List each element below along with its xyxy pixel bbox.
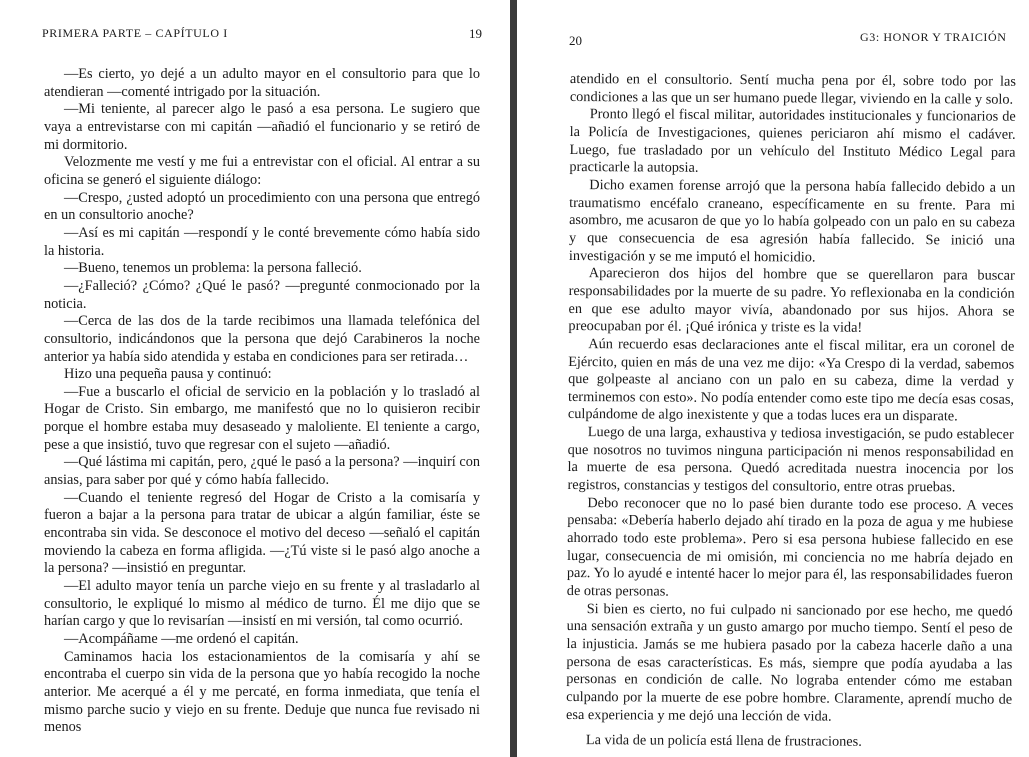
closing-line: La vida de un policía está llena de frustraciones. <box>585 732 862 751</box>
paragraph: Caminamos hacia los estacionamientos de la comisaría y ahí se encontraba el cuerpo sin vida de la persona que yo había recogido la noche anterior. Me acerqué a él y me percaté, en forma inmediata, que tenía el mismo parche sucio y viejo en su frente. Deduje que nunca fue revisado ni menos <box>44 648 480 736</box>
page-number: 19 <box>469 26 482 41</box>
paragraph: —Cerca de las dos de la tarde recibimos una llamada telefónica del consultorio, indicándonos que la persona que dejó Carabineros la noche anterior ya había sido atendida y estaba en condiciones para ser retirada… <box>44 313 480 365</box>
body-text <box>566 71 1016 753</box>
paragraph: —Así es mi capitán —respondí y le conté brevemente cómo había sido la historia. <box>44 224 480 259</box>
paragraph: Velozmente me vestí y me fui a entrevistar con el oficial. Al entrar a su oficina se generó el siguiente diálogo: <box>44 154 480 188</box>
paragraph: —Fue a buscarlo el oficial de servicio en la población y lo trasladó al Hogar de Cristo. Sin embargo, me manifestó que no lo quisieron recibir porque el hombre estaba muy desaseado y maloliente. El teniente a cargo, pese a que insistió, tuvo que regresar con el sujeto —añadió. <box>44 383 480 453</box>
book-gutter <box>510 0 517 757</box>
paragraph: —Cuando el teniente regresó del Hogar de Cristo a la comisaría y fueron a bajar a la persona para tratar de ubicar a algún familiar, éste se encontraba sin vida. Se desconoce el motivo del deceso —señaló el capitán moviendo la cabeza en forma afligida. —¿Tú viste si le pasó algo anoche a la persona? —insistió en preguntar. <box>44 489 480 577</box>
running-title: G3: HONOR Y TRAICIÓN <box>860 30 1007 44</box>
body-text <box>44 66 480 737</box>
paragraph: —Acompáñame —me ordenó el capitán. <box>64 631 299 647</box>
paragraph: —¿Falleció? ¿Cómo? ¿Qué le pasó? —pregunté conmocionado por la noticia. <box>44 277 480 312</box>
left-page <box>0 0 510 757</box>
paragraph: —Es cierto, yo dejé a un adulto mayor en el consultorio para que lo atendieran —comenté intrigado por la situación. <box>44 66 480 100</box>
paragraph: —Bueno, tenemos un problema: la persona falleció. <box>64 260 362 277</box>
paragraph: atendido en el consultorio. Sentí mucha pena por él, sobre todo por las condiciones a las que un ser humano puede llegar, viviendo en la calle y solo. <box>569 71 1016 108</box>
paragraph: Debo reconocer que no lo pasé bien durante todo ese proceso. A veces pensaba: «Debería haberlo dejado ahí tirado en la poza de agua y me hubiese ahorrado todo este problema». Pero si esa persona hubiese fallecido en ese lugar, consecuencia de mi omisión, mi conciencia no me habría dejado en paz. Yo lo ayudé e intenté hacer lo mejor para él, las responsabilidades fueron de otras personas. <box>566 494 1014 600</box>
paragraph: Luego de una larga, exhaustiva y tediosa investigación, se pudo establecer que nosotros no tuvimos ninguna participación ni menos responsabilidad en la muerte de esa persona. Quedó acreditada nuestra inocencia por los registros, constancias y testigos del consultorio, entre otras pruebas. <box>567 424 1014 496</box>
paragraph: Hizo una pequeña pausa y continuó: <box>64 366 272 383</box>
right-page <box>517 0 1029 757</box>
paragraph: —Mi teniente, al parecer algo le pasó a esa persona. Le sugiero que vaya a entrevistarse con mi capitán —añadió el funcionario y se retiró de mi dormitorio. <box>44 101 480 153</box>
paragraph: —Qué lástima mi capitán, pero, ¿qué le pasó a la persona? —inquirí con ansias, para saber por qué y cómo había fallecido. <box>44 454 480 489</box>
paragraph: Aún recuerdo esas declaraciones ante el fiscal militar, era un coronel de Ejército, quien en más de una vez me dijo: «Ya Crespo di la verdad, sabemos que golpeaste al anciano con un palo en su cabeza, dime la verdad y terminemos con esto». No podía entender como este tipo me decía esas cosas, culpándome de algo inexistente y que a todas luces era un disparate. <box>567 335 1015 425</box>
paragraph: Si bien es cierto, no fui culpado ni sancionado por ese hecho, me quedó una sensación extraña y un gusto amargo por mucho tiempo. Sentí el peso de la injusticia. Jamás se me hubiera pasado por la cabeza hacerle daño a una persona de esas características. Es más, siempre que podía ayudaba a las personas en condición de calle. No lograba entender cómo me estaban culpando por la muerte de ese pobre hombre. Claramente, aprendí mucho de esa experiencia y me dejó una lección de vida. <box>566 600 1013 725</box>
paragraph: Aparecieron dos hijos del hombre que se querellaron para buscar responsabilidades por la muerte de su padre. Yo reflexionaba en la condición en que ese adulto mayor vivía, abandonado por sus hijos. Ahora se preocupaban por él. ¡Qué irónica y triste es la vida! <box>568 265 1015 336</box>
paragraph: Pronto llegó el fiscal militar, autoridades institucionales y funcionarios de la Policía de Investigaciones, quienes periciaron ahí mismo el cadáver. Luego, fue trasladado por un vehículo del Instituto Médico Legal para practicarle la autopsia. <box>569 106 1016 177</box>
paragraph: Dicho examen forense arrojó que la persona había fallecido debido a un traumatismo encéfalo craneano, específicamente en su frente. Para mi asombro, me acusaron de que yo lo había golpeado con un palo en su cabeza y que consecuencia de esa agresión había fallecido. Se inició una investigación y se me imputó el homicidio. <box>568 177 1016 266</box>
page-number: 20 <box>569 33 582 48</box>
paragraph: —Crespo, ¿usted adoptó un procedimiento con una persona que entregó en un consultorio anoche? <box>44 189 480 224</box>
running-title: PRIMERA PARTE – CAPÍTULO I <box>42 26 228 40</box>
paragraph: —El adulto mayor tenía un parche viejo en su frente y al trasladarlo al consultorio, le expliqué lo mismo al médico de turno. Él me dijo que se harían cargo y que lo revisarían —insistí en mi versión, tal como ocurrió. <box>44 578 480 630</box>
